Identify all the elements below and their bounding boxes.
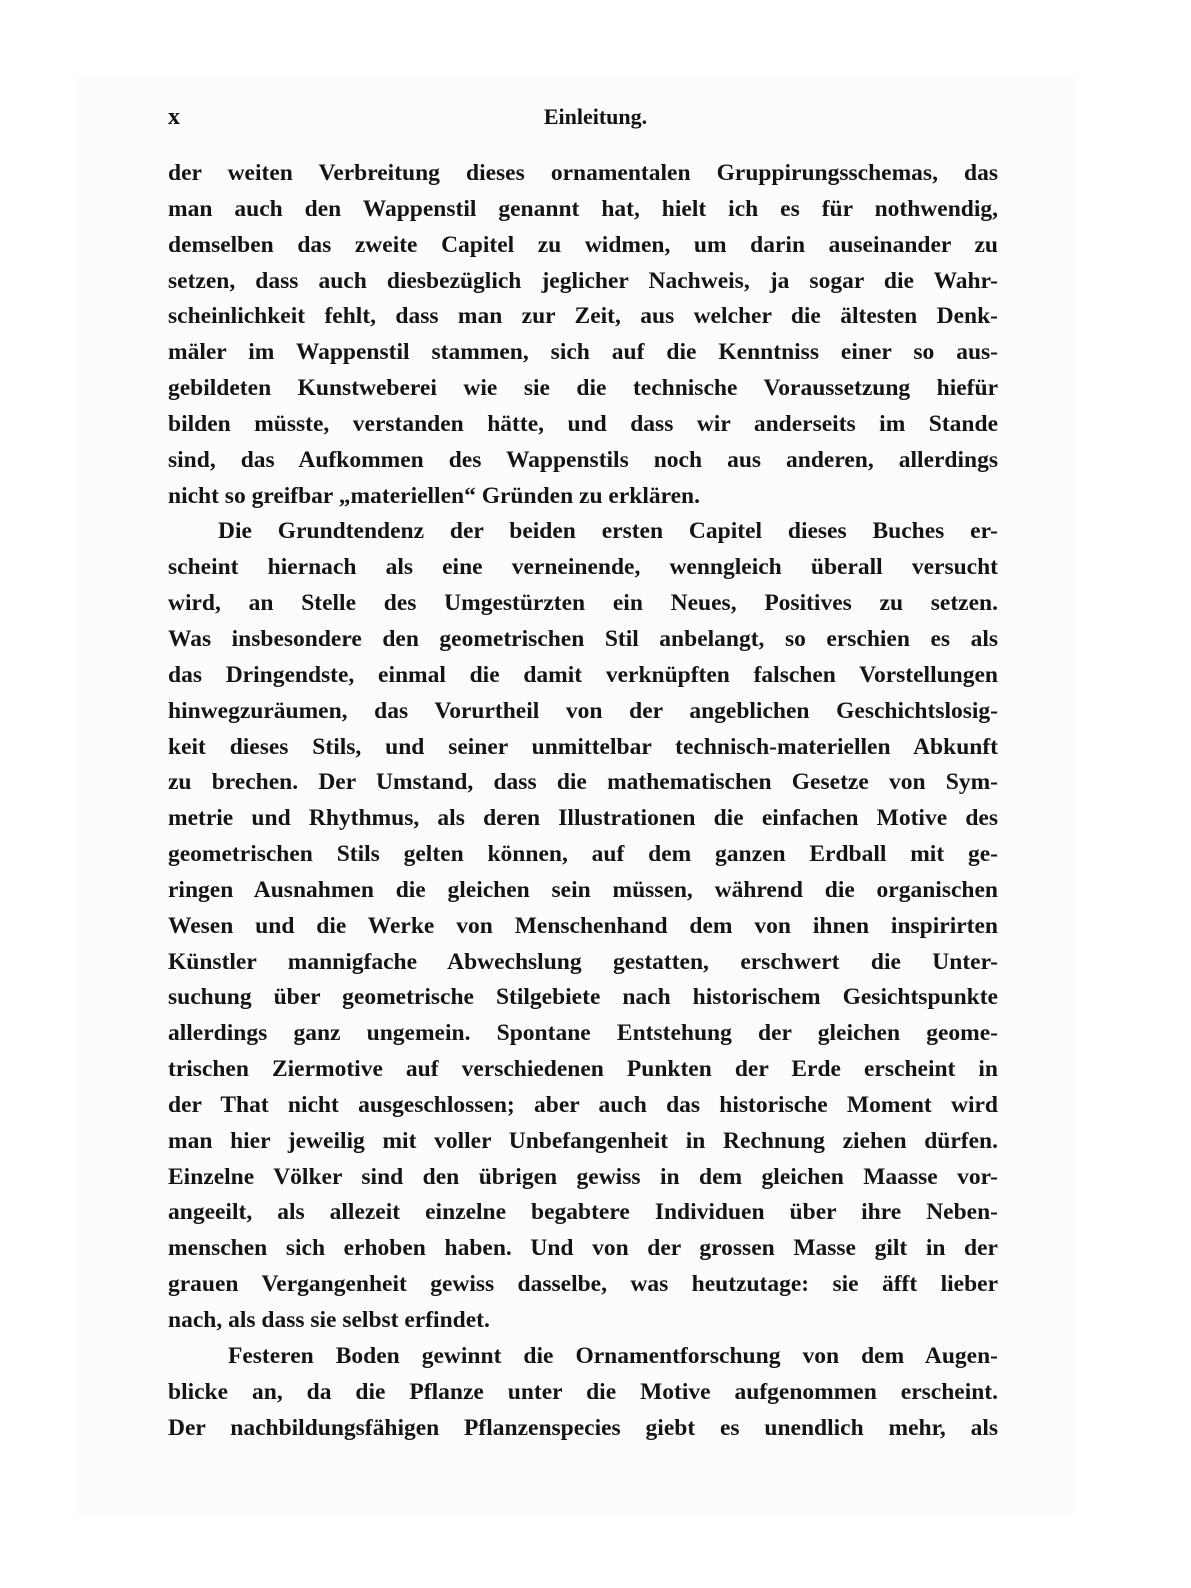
text-line: wird, an Stelle des Umgestürzten ein Neues, Positives zu setzen. <box>168 590 998 617</box>
text-line: scheinlichkeit fehlt, dass man zur Zeit, aus welcher die ältesten Denk- <box>168 303 998 330</box>
text-line: nicht so greifbar „materiellen“ Gründen zu erklären. <box>168 482 700 509</box>
text-line: ringen Ausnahmen die gleichen sein müssen, während die organischen <box>168 876 998 903</box>
text-line: Die Grundtendenz der beiden ersten Capitel dieses Buches er- <box>218 518 998 545</box>
text-line: grauen Vergangenheit gewiss dasselbe, was heutzutage: sie äfft lieber <box>168 1271 998 1298</box>
text-line: gebildeten Kunstweberei wie sie die technische Voraussetzung hiefür <box>168 375 998 402</box>
body-text <box>168 156 998 1446</box>
text-line: Festeren Boden gewinnt die Ornamentforschung von dem Augen- <box>228 1342 998 1369</box>
text-line: der That nicht ausgeschlossen; aber auch das historische Moment wird <box>168 1091 998 1118</box>
text-line: zu brechen. Der Umstand, dass die mathematischen Gesetze von Sym- <box>168 769 998 796</box>
page-number: x <box>168 104 180 130</box>
text-line: angeeilt, als allezeit einzelne begabtere Individuen über ihre Neben- <box>168 1199 998 1226</box>
running-head: Einleitung. <box>543 104 648 129</box>
text-line: keit dieses Stils, und seiner unmittelbar technisch-materiellen Abkunft <box>168 733 998 760</box>
text-line: setzen, dass auch diesbezüglich jeglicher Nachweis, ja sogar die Wahr- <box>168 267 998 294</box>
text-line: Einzelne Völker sind den übrigen gewiss in dem gleichen Maasse vor- <box>168 1163 998 1190</box>
text-line: allerdings ganz ungemein. Spontane Entstehung der gleichen geome- <box>168 1020 998 1047</box>
text-line: man auch den Wappenstil genannt hat, hielt ich es für nothwendig, <box>168 195 998 222</box>
text-line: bilden müsste, verstanden hätte, und dass wir anderseits im Stande <box>168 410 998 437</box>
text-line: suchung über geometrische Stilgebiete nach historischem Gesichtspunkte <box>168 984 998 1011</box>
text-line: sind, das Aufkommen des Wappenstils noch aus anderen, allerdings <box>168 446 998 473</box>
text-line: mäler im Wappenstil stammen, sich auf die Kenntniss einer so aus- <box>168 339 998 366</box>
text-line: das Dringendste, einmal die damit verknüpften falschen Vorstellungen <box>168 661 998 688</box>
text-line: metrie und Rhythmus, als deren Illustrationen die einfachen Motive des <box>168 805 998 832</box>
text-line: hinwegzuräumen, das Vorurtheil von der angeblichen Geschichtslosig- <box>168 697 998 724</box>
text-line: trischen Ziermotive auf verschiedenen Punkten der Erde erscheint in <box>168 1056 998 1083</box>
text-line: Was insbesondere den geometrischen Stil anbelangt, so erschien es als <box>168 625 998 652</box>
text-line: scheint hiernach als eine verneinende, wenngleich überall versucht <box>168 554 998 581</box>
text-line: menschen sich erhoben haben. Und von der grossen Masse gilt in der <box>168 1235 998 1262</box>
text-line: demselben das zweite Capitel zu widmen, um darin auseinander zu <box>168 231 998 258</box>
text-line: Der nachbildungsfähigen Pflanzenspecies giebt es unendlich mehr, als <box>168 1414 998 1441</box>
text-line: Künstler mannigfache Abwechslung gestatten, erschwert die Unter- <box>168 948 998 975</box>
text-line: blicke an, da die Pflanze unter die Motive aufgenommen erscheint. <box>168 1378 998 1405</box>
text-line: nach, als dass sie selbst erfindet. <box>168 1307 490 1333</box>
text-line: der weiten Verbreitung dieses ornamentalen Gruppirungsschemas, das <box>168 160 998 186</box>
text-line: Wesen und die Werke von Menschenhand dem von ihnen inspirirten <box>168 912 998 939</box>
text-line: man hier jeweilig mit voller Unbefangenheit in Rechnung ziehen dürfen. <box>168 1127 998 1154</box>
text-line: geometrischen Stils gelten können, auf dem ganzen Erdball mit ge- <box>168 841 998 868</box>
